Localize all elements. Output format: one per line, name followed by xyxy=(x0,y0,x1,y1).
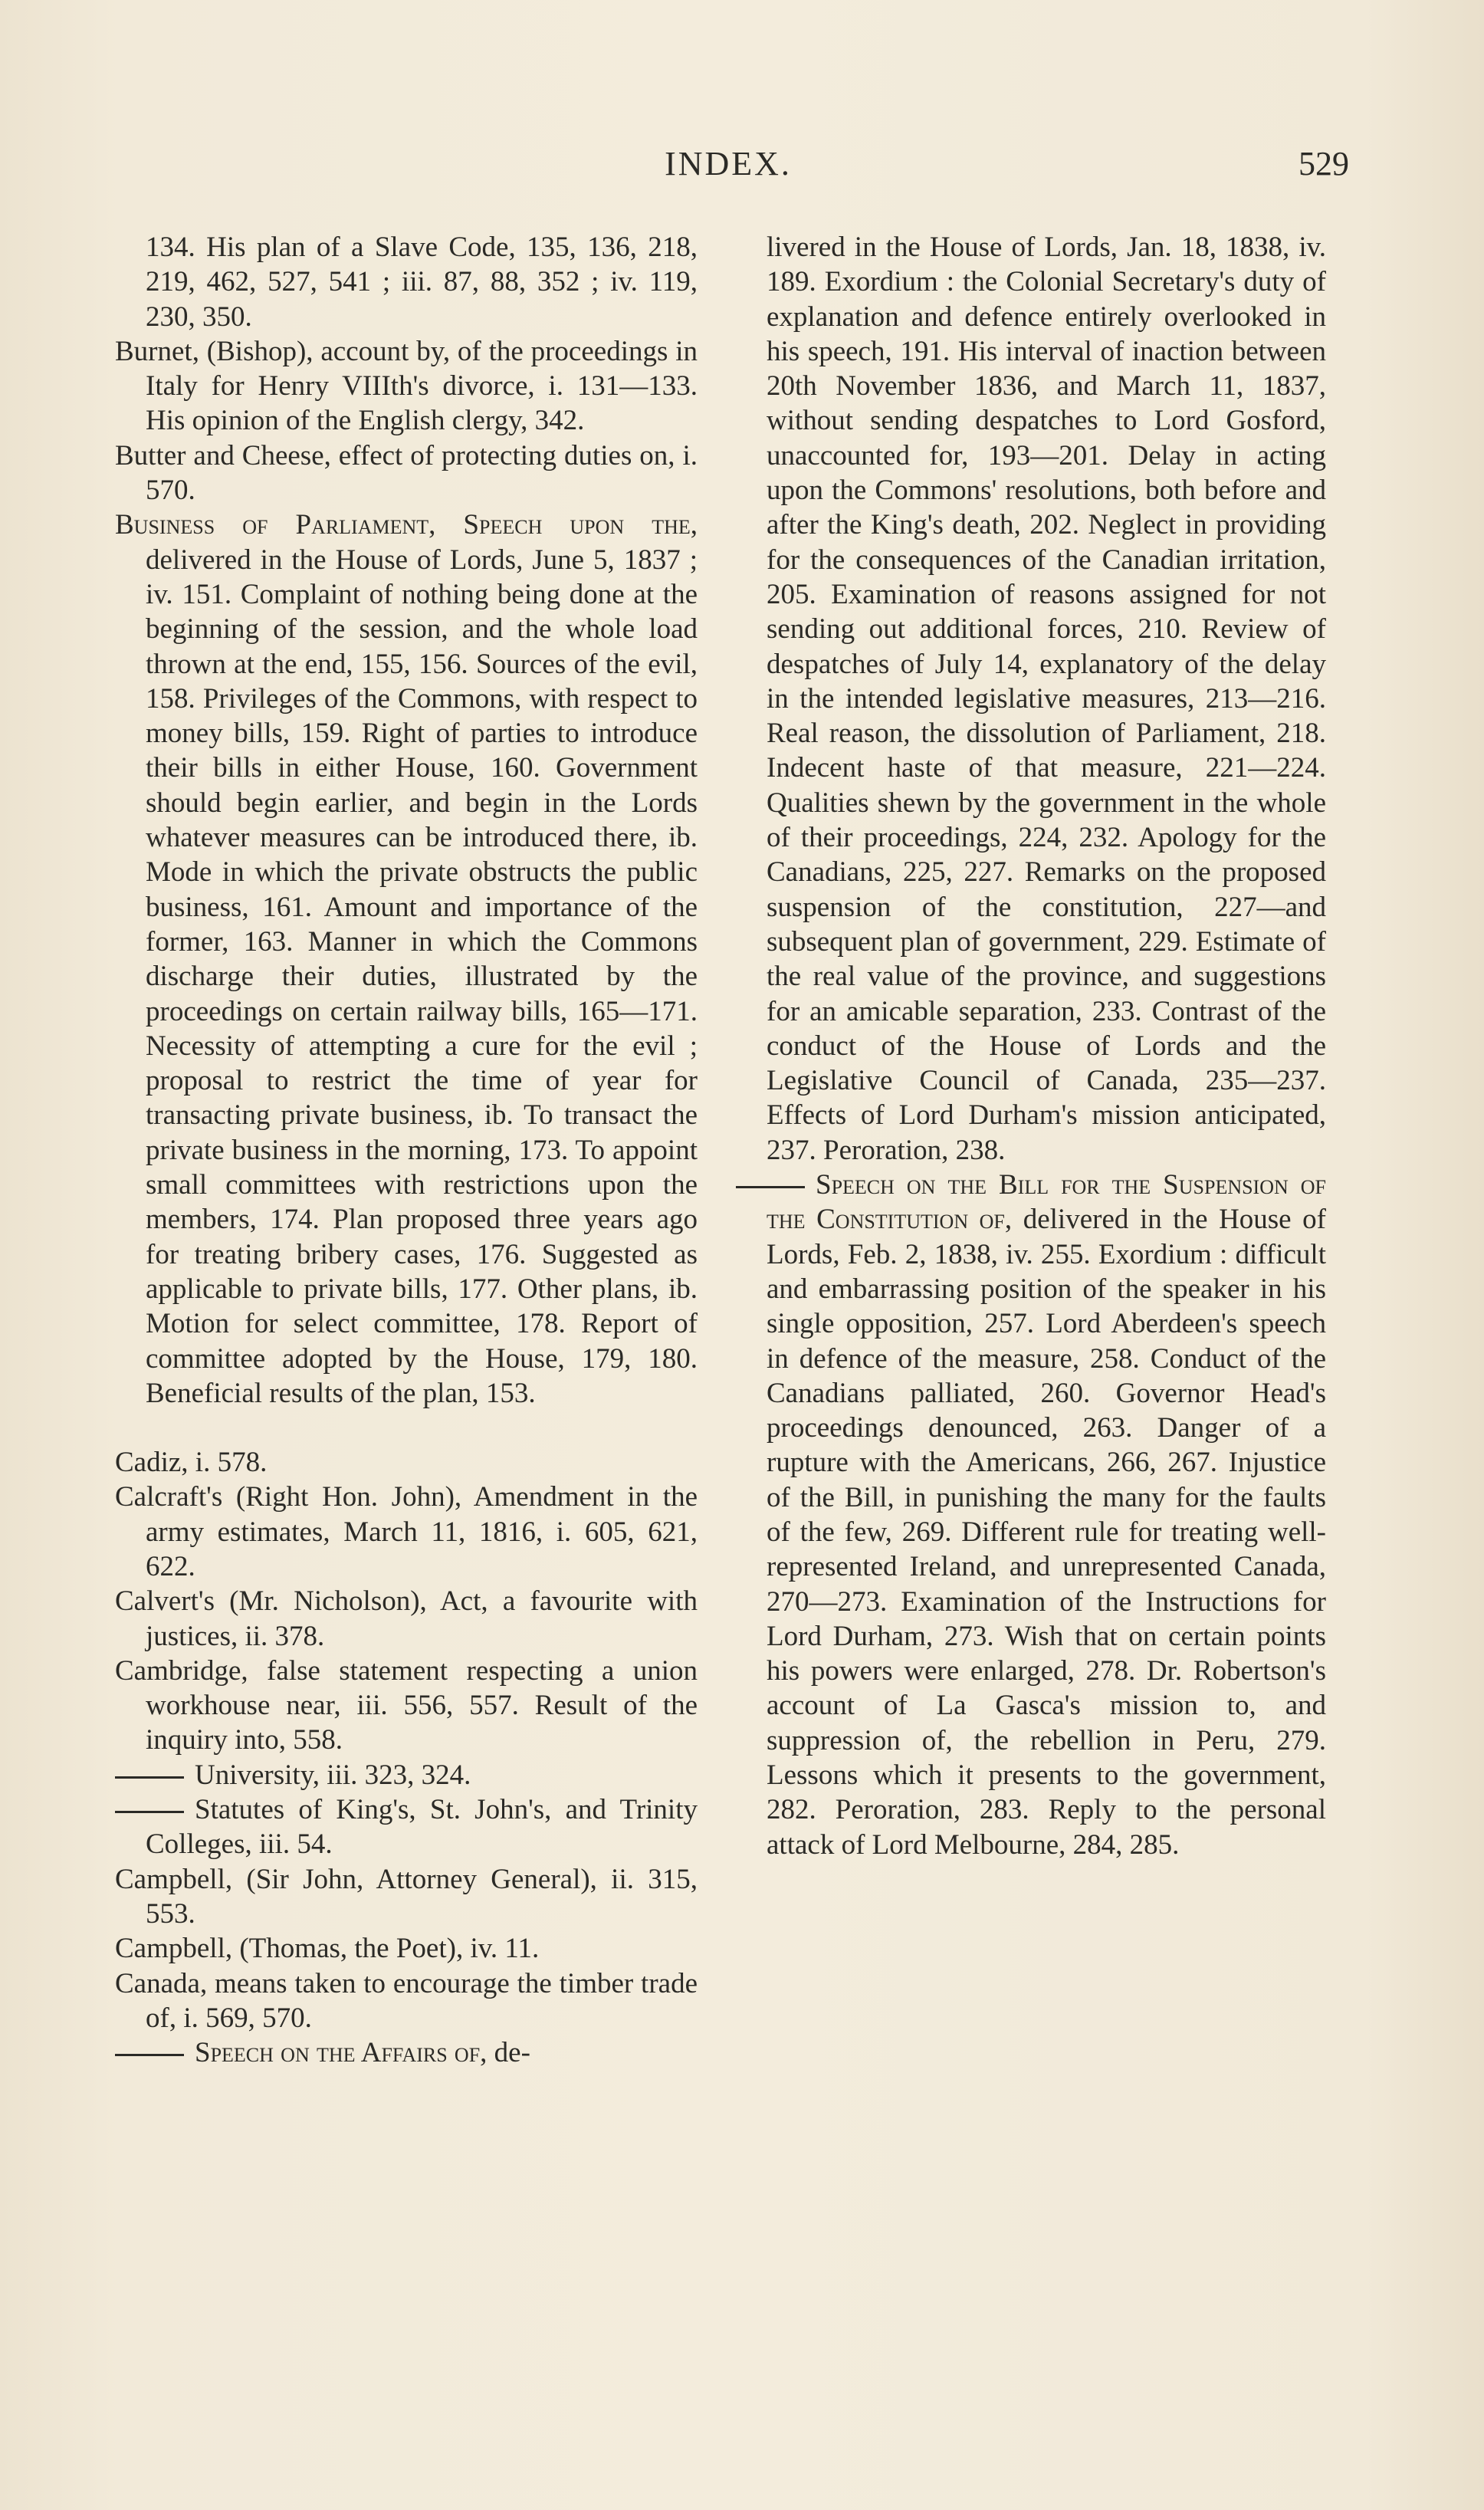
index-entry xyxy=(115,1862,698,1932)
index-entry xyxy=(115,334,698,439)
running-header xyxy=(107,138,1349,192)
index-entry xyxy=(115,508,698,1411)
index-entry xyxy=(115,1931,698,1966)
index-entry xyxy=(115,1792,698,1862)
page-number: 529 xyxy=(1298,145,1349,182)
ditto-dash xyxy=(736,1186,805,1188)
entry-text: Canada, means taken to encourage the timber trade of, i. 569, 570. xyxy=(115,1967,698,2034)
entry-text: Cambridge, false statement respecting a union workhouse near, iii. 556, 557. Result of the inquiry into, 558. xyxy=(115,1654,698,1756)
index-entry xyxy=(115,230,698,334)
index-entry xyxy=(115,1480,698,1584)
entry-text: delivered in the House of Lords, Feb. 2, 1838, iv. 255. Exordium : difficult and embarrassing position of the speaker in his single opposition, 257. Lord Aberdeen's speech in defence of the measure, 258. Conduct of the Canadians palliated, 260. Governor Head's proceedings denounced, 263. Danger of a rupture with the Americans, 266, 267. Injustice of the Bill, in punishing the many for the faults of the few, 269. Different rule for treating well-represented Ireland, and unrepresented Canada, 270—273. Examination of the Instructions for Lord Durham, 273. Wish that on certain points his powers were enlarged, 278. Dr. Robertson's account of La Gasca's mission to, and suppression of, the rebellion in Peru, 279. Lessons which it presents to the government, 282. Peroration, 283. Reply to the personal attack of Lord Melbourne, 284, 285. xyxy=(767,1204,1326,1861)
ditto-dash xyxy=(115,2054,184,2056)
index-entry xyxy=(115,1654,698,1758)
index-entry xyxy=(736,230,1326,1168)
entry-text: Cadiz, i. 578. xyxy=(115,1447,268,1479)
entry-text: University, iii. 323, 324. xyxy=(195,1759,471,1791)
entry-text: Campbell, (Sir John, Attorney General), ii. 315, 553. xyxy=(115,1863,698,1930)
index-entry xyxy=(115,439,698,508)
index-entry xyxy=(736,1168,1326,1862)
entry-spacer xyxy=(115,1411,698,1445)
index-entry xyxy=(115,1584,698,1654)
entry-text: Butter and Cheese, effect of protecting duties on, i. 570. xyxy=(115,439,698,507)
page-title: INDEX. xyxy=(665,145,792,182)
entry-text: de- xyxy=(487,2037,530,2069)
index-entry xyxy=(115,1445,698,1480)
entry-text: Calvert's (Mr. Nicholson), Act, a favourite with justices, ii. 378. xyxy=(115,1585,698,1652)
right-column xyxy=(736,230,1326,1862)
entry-text: Statutes of King's, St. John's, and Trinity Colleges, iii. 54. xyxy=(146,1794,698,1861)
index-entry xyxy=(115,1758,698,1792)
entry-text: delivered in the House of Lords, June 5, 1837 ; iv. 151. Complaint of nothing being done at the beginning of the session, and the whole load thrown at the end, 155, 156. Sources of the evil, 158. Privileges of the Commons, with respect to money bills, 159. Right of parties to introduce their bills in either House, 160. Government should begin earlier, and begin in the Lords whatever measures can be introduced there, ib. Mode in which the private obstructs the public business, 161. Amount and importance of the former, 163. Manner in which the Commons discharge their duties, illustrated by the proceedings on certain railway bills, 165—171. Necessity of attempting a cure for the evil ; proposal to restrict the time of year for transacting private business, ib. To transact the private business in the morning, 173. To appoint small committees with restrictions upon the members, 174. Plan proposed three years ago for treating bribery cases, 176. Suggested as applicable to private bills, 177. Other plans, ib. Motion for select committee, 178. Report of committee adopted by the House, 179, 180. Beneficial results of the plan, 153. xyxy=(146,544,698,1409)
index-entry xyxy=(115,1966,698,2036)
ditto-dash xyxy=(115,1811,184,1813)
ditto-dash xyxy=(115,1776,184,1779)
entry-heading: Business of Parliament, Speech upon the, xyxy=(115,509,698,541)
left-column xyxy=(115,230,698,2070)
entry-text: Campbell, (Thomas, the Poet), iv. 11. xyxy=(115,1933,540,1965)
entry-text: livered in the House of Lords, Jan. 18, 1838, iv. 189. Exordium : the Colonial Secretary's duty of explanation and defence entirely overlooked in his speech, 191. His interval of inaction between 20th November 1836, and March 11, 1837, without sending despatches to Lord Gosford, unaccounted for, 193—201. Delay in acting upon the Commons' resolutions, both before and after the King's death, 202. Neglect in providing for the consequences of the Canadian irritation, 205. Examination of reasons assigned for not sending out additional forces, 210. Review of despatches of July 14, explanatory of the delay in the intended legislative measures, 213—216. Real reason, the dissolution of Parliament, 218. Indecent haste of that measure, 221—224. Qualities shewn by the government in the whole of their proceedings, 224, 232. Apology for the Canadians, 225, 227. Remarks on the proposed suspension of the constitution, 227—and subsequent plan of government, 229. Estimate of the real value of the province, and suggestions for an amicable separation, 233. Contrast of the conduct of the House of Lords and the Legislative Council of Canada, 235—237. Effects of Lord Durham's mission anticipated, 237. Peroration, 238. xyxy=(767,232,1326,1166)
entry-text: Calcraft's (Right Hon. John), Amendment in the army estimates, March 11, 1816, i. 605, 621, 622. xyxy=(115,1481,698,1582)
entry-heading: Speech on the Affairs of, xyxy=(195,2037,488,2069)
index-entry xyxy=(115,2035,698,2070)
entry-heading: Speech on the Bill for the Suspension of the Constitution of, xyxy=(767,1169,1326,1236)
entry-text: Burnet, (Bishop), account by, of the proceedings in Italy for Henry VIIIth's divorce, i. 131—133. His opinion of the English clergy, 342. xyxy=(115,335,698,437)
entry-text: 134. His plan of a Slave Code, 135, 136, 218, 219, 462, 527, 541 ; iii. 87, 88, 352 ; iv. 119, 230, 350. xyxy=(146,232,698,333)
